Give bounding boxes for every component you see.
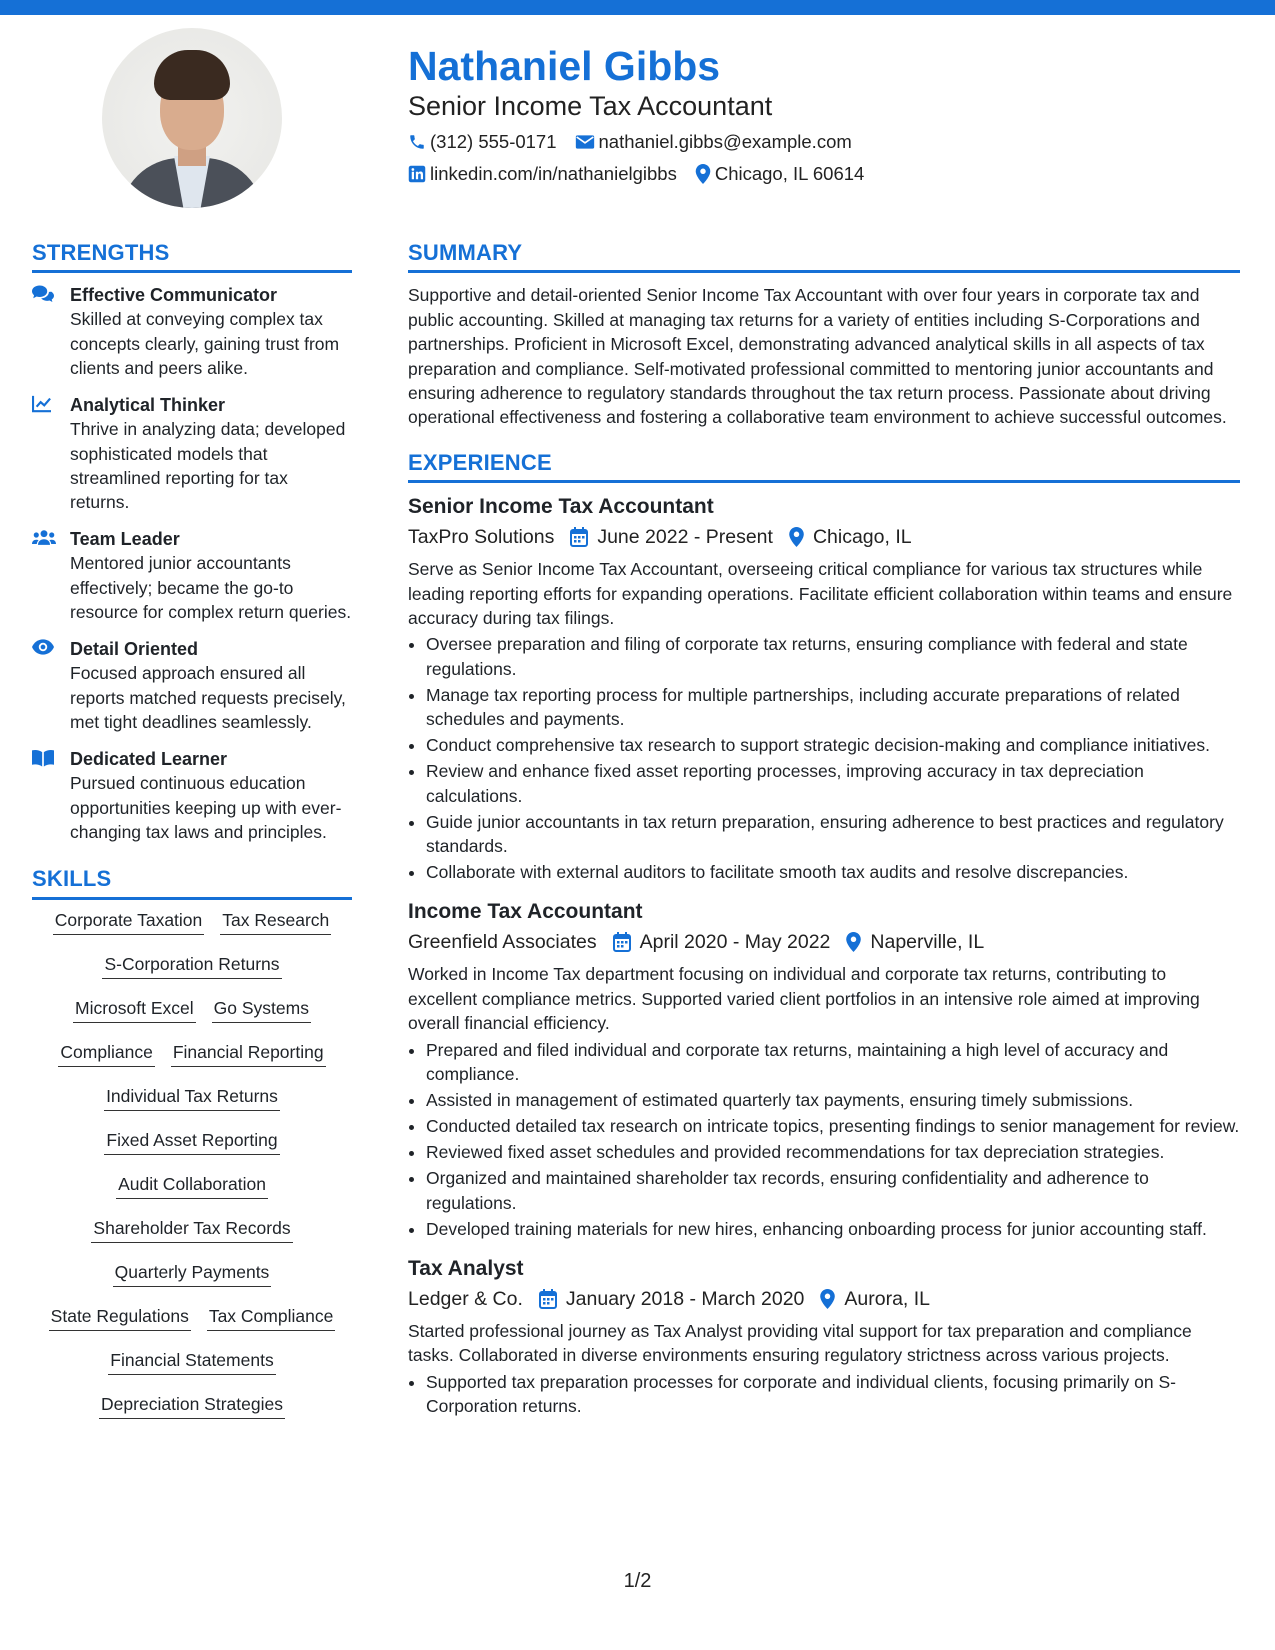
users-icon	[32, 529, 56, 547]
job-company: Ledger & Co.	[408, 1287, 523, 1310]
skill-tag: Individual Tax Returns	[104, 1086, 280, 1111]
profile-photo	[102, 28, 282, 208]
strength-title: Effective Communicator	[70, 285, 278, 306]
skill-tag: Financial Statements	[108, 1350, 275, 1375]
eye-icon	[32, 639, 54, 655]
candidate-title: Senior Income Tax Accountant	[408, 91, 773, 122]
strength-desc: Skilled at conveying complex tax concepts clearly, gaining trust from clients and peers alike.	[70, 309, 340, 378]
job-bullets	[408, 1038, 1240, 1241]
strength-title: Analytical Thinker	[70, 395, 226, 416]
job-entry	[408, 493, 1240, 884]
strength-item	[32, 393, 352, 514]
phone-contact[interactable]	[408, 131, 557, 153]
skill-tag: Microsoft Excel	[73, 998, 196, 1023]
strength-item	[32, 527, 352, 624]
job-dates	[570, 523, 773, 551]
job-bullet: • Collaborate with external auditors to facilitate smooth tax audits and resolve discrepancies.	[426, 860, 1240, 884]
skill-tag: Tax Research	[220, 910, 331, 935]
contact-row-2	[408, 162, 1238, 186]
job-meta	[408, 1285, 1240, 1313]
job-description: Started professional journey as Tax Analyst providing vital support for tax preparation and compliance tasks. Collaborated in diverse environments ensuring regulatory strictness across various projects.	[408, 1320, 1192, 1366]
job-location-text: Aurora, IL	[844, 1287, 931, 1310]
candidate-name: Nathaniel Gibbs	[408, 43, 721, 89]
job-description: Worked in Income Tax department focusing on individual and corporate tax returns, contributing to excellent compliance metrics. Supported varied client portfolios in an intensive role aimed at improving overall financial efficiency.	[408, 964, 1200, 1034]
job-bullet: • Supported tax preparation processes for corporate and individual clients, focusing primarily on S-Corporation returns.	[426, 1370, 1240, 1419]
job-bullets	[408, 632, 1240, 884]
strength-item	[32, 747, 352, 844]
job-location	[846, 928, 984, 956]
job-bullet: • Review and enhance fixed asset reporting processes, improving accuracy in tax depreciation calculations.	[426, 759, 1240, 808]
job-bullet: • Assisted in management of estimated quarterly tax payments, ensuring timely submissions.	[426, 1088, 1240, 1112]
job-bullets	[408, 1370, 1240, 1419]
email-contact[interactable]	[575, 131, 852, 153]
summary-heading: SUMMARY	[408, 240, 1240, 273]
email-text: nathaniel.gibbs@example.com	[598, 131, 852, 153]
comments-icon	[32, 285, 54, 303]
skills-heading: SKILLS	[32, 866, 352, 899]
calendar-icon	[613, 932, 631, 952]
job-bullet: • Guide junior accountants in tax return preparation, ensuring adherence to best practices and regulatory standards.	[426, 810, 1240, 859]
strength-title: Detail Oriented	[70, 639, 199, 660]
phone-text: (312) 555-0171	[430, 131, 557, 153]
right-column	[408, 240, 1240, 1433]
linkedin-icon	[408, 165, 426, 183]
skill-tag: Fixed Asset Reporting	[104, 1130, 279, 1155]
job-title: Senior Income Tax Accountant	[408, 495, 714, 519]
skill-tag: Financial Reporting	[171, 1042, 326, 1067]
strength-item	[32, 637, 352, 734]
strength-desc: Focused approach ensured all reports matched requests precisely, met tight deadlines seamlessly.	[70, 663, 346, 732]
chart-line-icon	[32, 395, 52, 413]
skill-tag: Shareholder Tax Records	[91, 1218, 292, 1243]
resume-header	[408, 40, 1238, 186]
map-pin-icon	[789, 527, 804, 547]
job-meta	[408, 523, 1240, 551]
strength-desc: Mentored junior accountants effectively; became the go-to resource for complex return queries.	[70, 553, 352, 623]
job-dates-text: January 2018 - March 2020	[565, 1287, 805, 1310]
map-pin-icon	[695, 164, 711, 184]
job-location-text: Naperville, IL	[870, 931, 985, 954]
skill-tag: Depreciation Strategies	[99, 1394, 285, 1419]
page-number: 1/2	[623, 1570, 652, 1592]
skill-tag: S-Corporation Returns	[102, 954, 281, 979]
job-meta	[408, 928, 1240, 956]
book-open-icon	[32, 749, 54, 767]
skill-tag: Quarterly Payments	[113, 1262, 272, 1287]
strengths-heading: STRENGTHS	[32, 240, 352, 273]
job-dates	[613, 928, 831, 956]
map-pin-icon	[846, 932, 861, 952]
job-company: TaxPro Solutions	[408, 526, 555, 549]
skill-tag: State Regulations	[49, 1306, 191, 1331]
job-location	[789, 523, 912, 551]
skill-tag: Audit Collaboration	[116, 1174, 268, 1199]
skills-list	[32, 910, 352, 1438]
strength-desc: Pursued continuous education opportunities keeping up with ever-changing tax laws and principles.	[70, 773, 342, 842]
location-text: Chicago, IL 60614	[714, 163, 865, 185]
strength-desc: Thrive in analyzing data; developed sophisticated models that streamlined reporting for tax returns.	[70, 419, 346, 513]
job-entry	[408, 898, 1240, 1240]
skill-tag: Compliance	[58, 1042, 154, 1067]
skill-tag: Go Systems	[212, 998, 311, 1023]
job-bullet: • Reviewed fixed asset schedules and provided recommendations for tax depreciation strategies.	[426, 1140, 1240, 1164]
job-bullet: • Organized and maintained shareholder tax records, ensuring confidentiality and adherence to regulations.	[426, 1166, 1240, 1215]
job-dates-text: June 2022 - Present	[597, 526, 773, 549]
phone-icon	[408, 133, 426, 151]
job-entry	[408, 1255, 1240, 1419]
job-bullet: • Prepared and filed individual and corporate tax returns, maintaining a high level of accuracy and compliance.	[426, 1038, 1240, 1087]
skill-tag: Tax Compliance	[207, 1306, 336, 1331]
strength-title: Team Leader	[70, 529, 180, 550]
left-column	[32, 240, 352, 1438]
calendar-icon	[570, 527, 588, 547]
job-location-text: Chicago, IL	[812, 526, 912, 549]
job-dates	[539, 1285, 804, 1313]
job-description: Serve as Senior Income Tax Accountant, overseeing critical compliance for various tax structures while leading reporting efforts for expanding operations. Facilitate efficient collaboration within teams and ensure accuracy during tax filings.	[408, 559, 1233, 629]
job-bullet: • Oversee preparation and filing of corporate tax returns, ensuring compliance with federal and state regulations.	[426, 632, 1240, 681]
job-title: Income Tax Accountant	[408, 900, 643, 924]
job-bullet: • Developed training materials for new hires, enhancing onboarding process for junior accounting staff.	[426, 1217, 1240, 1241]
envelope-icon	[575, 134, 595, 150]
job-bullet: • Conducted detailed tax research on intricate topics, presenting findings to senior management for review.	[426, 1114, 1240, 1138]
job-title: Tax Analyst	[408, 1256, 524, 1280]
job-company: Greenfield Associates	[408, 931, 597, 954]
job-dates-text: April 2020 - May 2022	[639, 931, 831, 954]
job-bullet: • Conduct comprehensive tax research to support strategic decision-making and compliance initiatives.	[426, 733, 1240, 757]
top-accent-bar	[0, 0, 1275, 15]
linkedin-contact[interactable]	[408, 163, 677, 185]
strength-title: Dedicated Learner	[70, 749, 228, 770]
location-contact	[695, 163, 864, 185]
linkedin-text: linkedin.com/in/nathanielgibbs	[430, 163, 677, 185]
map-pin-icon	[820, 1289, 835, 1309]
skill-tag: Corporate Taxation	[53, 910, 205, 935]
calendar-icon	[539, 1289, 557, 1309]
strength-item	[32, 283, 352, 380]
job-bullet: • Manage tax reporting process for multiple partnerships, including accurate preparations of related schedules and payments.	[426, 683, 1240, 732]
summary-text: Supportive and detail-oriented Senior Income Tax Accountant with over four years in corporate tax and public accounting. Skilled at managing tax returns for a variety of entities including S-Corporations and partnerships. Proficient in Microsoft Excel, demonstrating advanced analytical skills in all aspects of tax preparation and compliance. Self-motivated professional committed to mentoring junior accountants and ensuring adherence to regulatory standards throughout the tax return process. Passionate about driving operational effectiveness and fostering a collaborative team environment to achieve successful outcomes.	[408, 285, 1227, 428]
contact-row-1	[408, 130, 1238, 154]
experience-heading: EXPERIENCE	[408, 450, 1240, 483]
job-location	[820, 1285, 930, 1313]
